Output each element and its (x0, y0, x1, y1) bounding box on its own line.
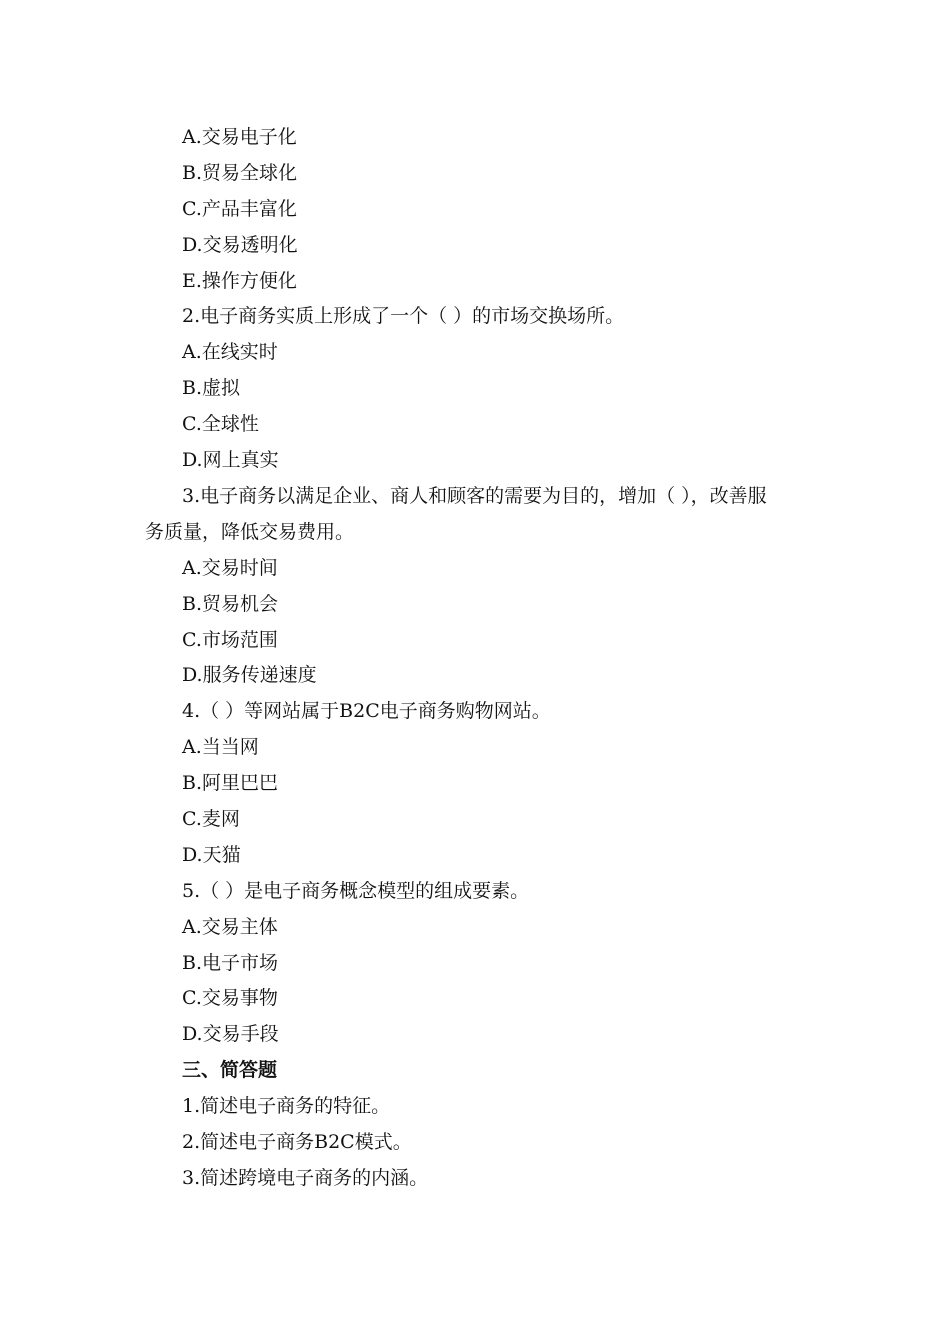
q3-option-c: C.市场范围 (182, 628, 278, 651)
q1-option-d: D.交易透明化 (182, 233, 298, 256)
q2-option-c: C.全球性 (182, 413, 259, 436)
q5-option-a: A.交易主体 (182, 915, 278, 938)
q4-option-d: D.天猫 (182, 843, 241, 866)
q3-option-a: A.交易时间 (182, 556, 278, 579)
page-content (145, 120, 810, 1197)
q1-option-c: C.产品丰富化 (182, 197, 297, 220)
q5-option-d: D.交易手段 (182, 1023, 279, 1046)
q3-stem-line1: 3.电子商务以满足企业、商人和顾客的需要为目的，增加（ ），改善服 (182, 484, 767, 507)
q4-stem: 4.（ ）等网站属于B2C电子商务购物网站。 (182, 700, 551, 723)
q2-option-d: D.网上真实 (182, 449, 279, 472)
q3-stem-line2: 务质量，降低交易费用。 (145, 520, 355, 543)
section-heading-short-answer: 三、简答题 (182, 1059, 278, 1082)
short-answer-item-2: 2.简述电子商务B2C模式。 (182, 1130, 412, 1153)
q2-option-a: A.在线实时 (182, 341, 278, 364)
q2-stem: 2.电子商务实质上形成了一个（ ）的市场交换场所。 (182, 305, 625, 328)
q1-option-e: E.操作方便化 (182, 269, 297, 292)
q5-option-c: C.交易事物 (182, 987, 278, 1010)
q1-option-b: B.贸易全球化 (182, 161, 298, 184)
q5-option-b: B.电子市场 (182, 951, 279, 974)
q4-option-b: B.阿里巴巴 (182, 772, 279, 795)
q4-option-c: C.麦网 (182, 807, 240, 830)
q2-option-b: B.虚拟 (182, 377, 241, 400)
q4-option-a: A.当当网 (182, 736, 259, 759)
q3-option-b: B.贸易机会 (182, 592, 279, 615)
q3-option-d: D.服务传递速度 (182, 664, 317, 687)
short-answer-item-3: 3.简述跨境电子商务的内涵。 (182, 1166, 429, 1189)
short-answer-item-1: 1.简述电子商务的特征。 (182, 1095, 391, 1118)
q5-stem: 5.（ ）是电子商务概念模型的组成要素。 (182, 879, 530, 902)
q1-option-a: A.交易电子化 (182, 126, 297, 148)
